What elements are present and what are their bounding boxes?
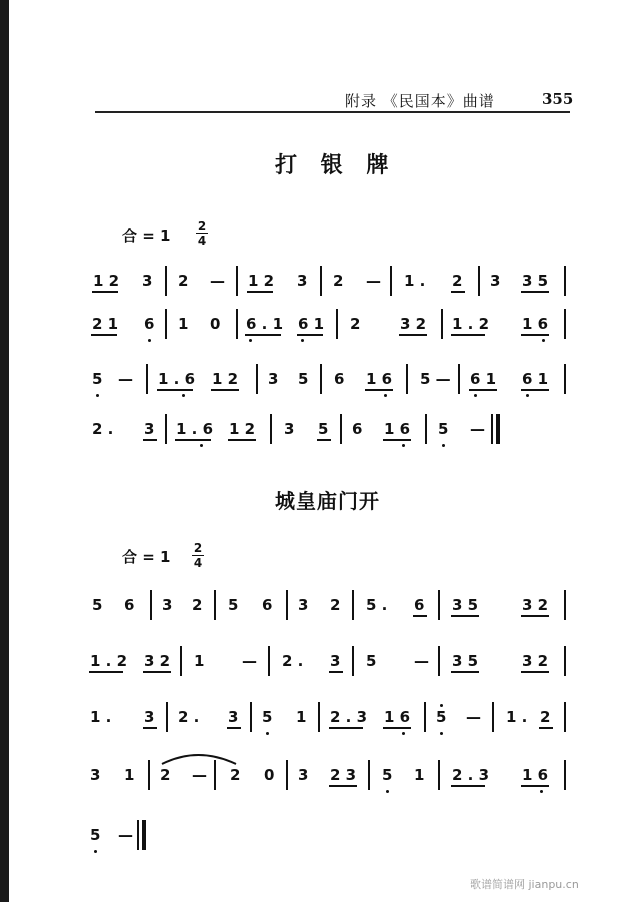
octave-dot-below — [148, 339, 151, 342]
note: 5 — [382, 766, 393, 784]
note: 2 — [452, 272, 463, 290]
note: 1 . — [506, 708, 528, 726]
barline — [478, 266, 480, 296]
barline — [148, 760, 150, 790]
barline — [492, 702, 494, 732]
note: 1 6 — [384, 708, 411, 726]
note: 5 — [318, 420, 329, 438]
note: 3 — [90, 766, 101, 784]
barline — [270, 414, 272, 444]
beam-underline — [365, 389, 393, 391]
octave-dot-below — [384, 394, 387, 397]
beam-underline — [521, 785, 549, 787]
note: — — [470, 420, 485, 438]
barline — [320, 266, 322, 296]
time-signature — [196, 220, 208, 247]
time-signature-top: 2 — [193, 541, 203, 555]
octave-dot-below — [402, 444, 405, 447]
barline — [236, 266, 238, 296]
final-barline-thick — [496, 414, 500, 444]
note: — — [466, 708, 481, 726]
note: — — [210, 272, 225, 290]
note: 1 — [414, 766, 425, 784]
beam-underline — [92, 291, 118, 293]
octave-dot-below — [266, 732, 269, 735]
note: 1 6 — [366, 370, 393, 388]
note: 0 — [264, 766, 275, 784]
barline — [438, 646, 440, 676]
barline — [165, 309, 167, 339]
time-signature-bottom: 4 — [193, 556, 203, 570]
note: 1 2 — [229, 420, 256, 438]
note: — — [366, 272, 381, 290]
barline — [250, 702, 252, 732]
note: 3 — [268, 370, 279, 388]
beam-underline — [413, 615, 427, 617]
note: 3 — [144, 708, 155, 726]
note: 1 6 — [522, 766, 549, 784]
beam-underline — [451, 671, 479, 673]
note: 3 5 — [522, 272, 549, 290]
note: 3 2 — [400, 315, 427, 333]
final-barline-thin — [137, 820, 139, 850]
beam-underline — [211, 389, 239, 391]
note: 5 — [228, 596, 239, 614]
barline — [425, 414, 427, 444]
note: 2 — [540, 708, 551, 726]
barline — [564, 266, 566, 296]
note: 1 — [194, 652, 205, 670]
time-signature-bottom: 4 — [197, 234, 207, 248]
note: 5 — [366, 652, 377, 670]
piece-title: 城皇庙门开 — [275, 489, 380, 513]
octave-dot-below — [542, 339, 545, 342]
note: 1 — [124, 766, 135, 784]
barline — [564, 702, 566, 732]
barline — [318, 702, 320, 732]
barline — [165, 414, 167, 444]
note: 1 . 6 — [176, 420, 214, 438]
note: 6 . 1 — [246, 315, 284, 333]
note: 5 — [92, 596, 103, 614]
beam-underline — [143, 727, 157, 729]
barline — [564, 309, 566, 339]
note: 2 — [160, 766, 171, 784]
note: 3 — [162, 596, 173, 614]
note: 2 — [192, 596, 203, 614]
barline — [424, 702, 426, 732]
barline — [458, 364, 460, 394]
barline — [256, 364, 258, 394]
note: — — [192, 766, 207, 784]
time-signature-top: 2 — [197, 219, 207, 233]
beam-underline — [143, 671, 171, 673]
octave-dot-below — [94, 850, 97, 853]
barline — [368, 760, 370, 790]
barline — [438, 760, 440, 790]
note: 3 — [490, 272, 501, 290]
note: 1 . 2 — [452, 315, 490, 333]
note: 1 . — [404, 272, 426, 290]
barline — [150, 590, 152, 620]
note: 1 2 — [248, 272, 275, 290]
note: 3 2 — [144, 652, 171, 670]
note: 0 — [210, 315, 221, 333]
watermark: 歌谱简谱网 jianpu.cn — [470, 878, 579, 891]
barline — [336, 309, 338, 339]
note: 6 — [352, 420, 363, 438]
note: 3 — [144, 420, 155, 438]
beam-underline — [247, 291, 273, 293]
note: 3 — [298, 596, 309, 614]
octave-dot-below — [540, 790, 543, 793]
note: 5 — [262, 708, 273, 726]
barline — [320, 364, 322, 394]
octave-dot-below — [200, 444, 203, 447]
octave-dot-below — [402, 732, 405, 735]
octave-dot-below — [182, 394, 185, 397]
note: 1 . 2 — [90, 652, 128, 670]
beam-underline — [383, 439, 411, 441]
note: — — [242, 652, 257, 670]
beam-underline — [451, 785, 485, 787]
barline — [406, 364, 408, 394]
note: 6 — [124, 596, 135, 614]
barline — [214, 590, 216, 620]
octave-dot-below — [386, 790, 389, 793]
note: 1 2 — [93, 272, 120, 290]
note: 2 . — [92, 420, 114, 438]
beam-underline — [451, 334, 485, 336]
beam-underline — [157, 389, 193, 391]
note: 2 — [330, 596, 341, 614]
note: 1 — [296, 708, 307, 726]
octave-dot-below — [301, 339, 304, 342]
piece-title: 打 银 牌 — [275, 153, 397, 178]
barline — [352, 590, 354, 620]
beam-underline — [297, 334, 323, 336]
note: 1 6 — [522, 315, 549, 333]
book-spine-edge — [0, 0, 9, 902]
note: 2 . — [282, 652, 304, 670]
note: 3 2 — [522, 596, 549, 614]
note: 2 1 — [92, 315, 119, 333]
beam-underline — [228, 439, 256, 441]
note: 2 . 3 — [452, 766, 490, 784]
barline — [180, 646, 182, 676]
note: 6 — [144, 315, 155, 333]
note: 2 — [178, 272, 189, 290]
note: 2 . 3 — [330, 708, 368, 726]
beam-underline — [521, 615, 549, 617]
note: 2 — [350, 315, 361, 333]
barline — [165, 266, 167, 296]
barline — [564, 646, 566, 676]
note: 6 — [262, 596, 273, 614]
note: 1 2 — [212, 370, 239, 388]
note: — — [414, 652, 429, 670]
beam-underline — [521, 334, 549, 336]
note: 6 1 — [470, 370, 497, 388]
note: 5 — [90, 826, 101, 844]
note: — — [118, 826, 133, 844]
note: 1 . — [90, 708, 112, 726]
note: 6 — [414, 596, 425, 614]
octave-dot-below — [442, 444, 445, 447]
barline — [236, 309, 238, 339]
beam-underline — [89, 671, 123, 673]
barline — [438, 590, 440, 620]
note: 3 — [228, 708, 239, 726]
beam-underline — [469, 389, 497, 391]
beam-underline — [329, 785, 357, 787]
note: 3 — [297, 272, 308, 290]
barline — [146, 364, 148, 394]
time-signature — [192, 542, 204, 569]
barline — [441, 309, 443, 339]
barline — [166, 702, 168, 732]
barline — [286, 590, 288, 620]
note: 5 — [92, 370, 103, 388]
beam-underline — [227, 727, 241, 729]
note: 1 6 — [384, 420, 411, 438]
octave-dot-above — [440, 704, 443, 707]
note: 5 . — [366, 596, 388, 614]
note: 6 — [334, 370, 345, 388]
beam-underline — [383, 727, 411, 729]
beam-underline — [143, 439, 157, 441]
note: 6 1 — [522, 370, 549, 388]
barline — [268, 646, 270, 676]
octave-dot-below — [440, 732, 443, 735]
beam-underline — [451, 291, 465, 293]
barline — [352, 646, 354, 676]
octave-dot-below — [474, 394, 477, 397]
final-barline-thick — [142, 820, 146, 850]
beam-underline — [521, 291, 549, 293]
beam-underline — [329, 727, 363, 729]
octave-dot-below — [249, 339, 252, 342]
note: 5 — [298, 370, 309, 388]
note: 2 — [230, 766, 241, 784]
note: 6 1 — [298, 315, 325, 333]
page-number: 355 — [542, 90, 574, 108]
note: 3 — [330, 652, 341, 670]
beam-underline — [521, 671, 549, 673]
note: 5 — [438, 420, 449, 438]
key-signature: 合 = 1 — [122, 548, 171, 566]
barline — [286, 760, 288, 790]
barline — [564, 590, 566, 620]
note: 5 — [436, 708, 447, 726]
tie-slur — [160, 746, 260, 766]
beam-underline — [175, 439, 211, 441]
beam-underline — [317, 439, 331, 441]
note: 2 . — [178, 708, 200, 726]
note: 3 — [284, 420, 295, 438]
beam-underline — [521, 389, 549, 391]
octave-dot-below — [96, 394, 99, 397]
note: 1 . 6 — [158, 370, 196, 388]
beam-underline — [329, 671, 343, 673]
note: 3 5 — [452, 652, 479, 670]
beam-underline — [451, 615, 479, 617]
running-head: 附录 《民国本》曲谱 — [345, 92, 495, 110]
beam-underline — [399, 334, 427, 336]
barline — [340, 414, 342, 444]
beam-underline — [245, 334, 281, 336]
note: 3 — [298, 766, 309, 784]
beam-underline — [91, 334, 117, 336]
note: 3 2 — [522, 652, 549, 670]
note: 2 3 — [330, 766, 357, 784]
note: — — [118, 370, 133, 388]
note: 2 — [333, 272, 344, 290]
final-barline-thin — [491, 414, 493, 444]
note: 3 5 — [452, 596, 479, 614]
barline — [564, 760, 566, 790]
note: 1 — [178, 315, 189, 333]
note: 5 — — [420, 370, 451, 388]
barline — [564, 364, 566, 394]
header-rule — [95, 111, 570, 113]
octave-dot-below — [526, 394, 529, 397]
barline — [390, 266, 392, 296]
beam-underline — [539, 727, 553, 729]
key-signature: 合 = 1 — [122, 227, 171, 245]
note: 3 — [142, 272, 153, 290]
